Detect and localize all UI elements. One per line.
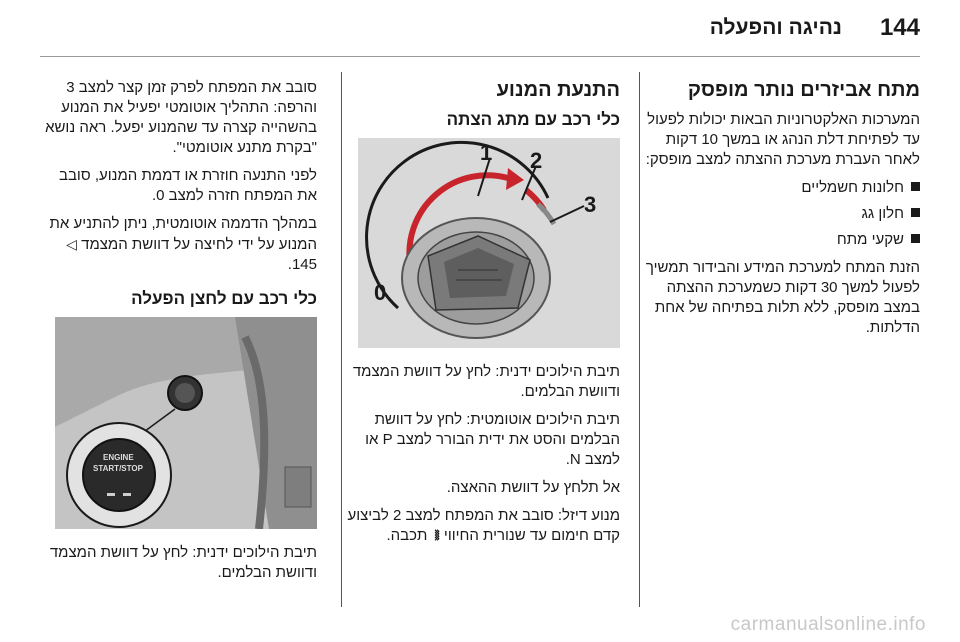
start-stop-label: START/STOP (93, 464, 143, 474)
page-header (40, 14, 920, 50)
restart-instruction-text: לפני התנעה חוזרת או דממת המנוע, סובב את המפתח חזרה למצב 0. (58, 167, 317, 204)
watermark: carmanualsonline.info (730, 614, 926, 635)
accelerator-warning: אל תלחץ על דוושת ההאצה. (446, 479, 620, 497)
header-divider (40, 56, 920, 57)
subtitle-ignition-switch: כלי רכב עם מתג הצתה (446, 110, 620, 129)
bullet-icon (911, 182, 920, 191)
crank-instruction-text: סובב את המפתח לפרק זמן קצר למצב 3 והרפה: התהליך אוטומטי יפעיל את המנוע בהשהייה קצרה עד שהמנוע יפעל. ראה נושא "בקרת מתנע אוטומטי". (45, 79, 317, 156)
ignition-key-illustration (358, 138, 620, 348)
right-column (644, 78, 920, 346)
autostop-restart-text: במהלך הדממה אוטומטית, ניתן להתניע את המנוע על ידי לחיצה על דוושת המצמד ◁ 145. (49, 215, 317, 273)
page-reference-link[interactable]: 145 (291, 256, 317, 273)
position-label-3: 3 (584, 192, 597, 218)
chapter-title: נהיגה והפעלה (709, 16, 842, 39)
infotainment-text: הזנת המתח למערכת המידע והבידור תמשיך לפעול למשך 30 דקות כשמערכת ההצתה במצב מופסק, ללא תלות בפתיחה של אחת הדלתות. (645, 259, 920, 336)
bullet-icon (911, 208, 920, 217)
power-button-caption: תיבת הילוכים ידנית: לחץ על דוושת המצמד ודוושת הבלמים. (49, 544, 317, 582)
start-button-figure (55, 317, 317, 529)
list-item: חלונות חשמליים (644, 178, 920, 198)
middle-column (342, 78, 620, 554)
subtitle-power-button: כלי רכב עם לחצן הפעלה (131, 289, 317, 308)
page-reference-icon: ◁ (66, 236, 77, 252)
automatic-gearbox-caption: תיבת הילוכים אוטומטית: לחץ על דוושת הבלמים והסט את ידית הבורר למצב P או למצב N. (365, 411, 620, 469)
left-column (39, 78, 317, 591)
manual-gearbox-caption: תיבת הילוכים ידנית: לחץ על דוושת המצמד ודוושת הבלמים. (352, 363, 620, 401)
list-item: חלון גג (644, 204, 920, 224)
page-number: 144 (879, 14, 920, 41)
ignition-switch-figure (358, 138, 620, 348)
section-title-power: מתח אביזרים נותר מופסק (687, 79, 920, 101)
bullet-icon (911, 234, 920, 243)
power-intro-text: המערכות האלקטרוניות הבאות יכולות לפעול עד לפתיחת דלת הנהג או במשך 10 דקות לאחר העברת מערכת ההצתה למצב מופסק: (645, 111, 920, 168)
engine-label: ENGINE (103, 453, 134, 463)
section-title-start-engine: התנעת המנוע (496, 79, 620, 101)
position-label-1: 1 (480, 140, 493, 166)
glow-plug-icon: ⧛ (434, 527, 440, 545)
column-divider-right (639, 72, 640, 607)
position-label-0: 0 (374, 280, 387, 306)
start-stop-illustration (55, 317, 317, 529)
list-item: שקעי מתח (644, 230, 920, 250)
power-systems-list (644, 178, 920, 250)
position-label-2: 2 (530, 148, 543, 174)
diesel-preheat-text: מנוע דיזל: סובב את המפתח למצב 2 לביצוע קדם חימום עד שנורית החיווי ⧛ תכבה. (347, 507, 620, 545)
